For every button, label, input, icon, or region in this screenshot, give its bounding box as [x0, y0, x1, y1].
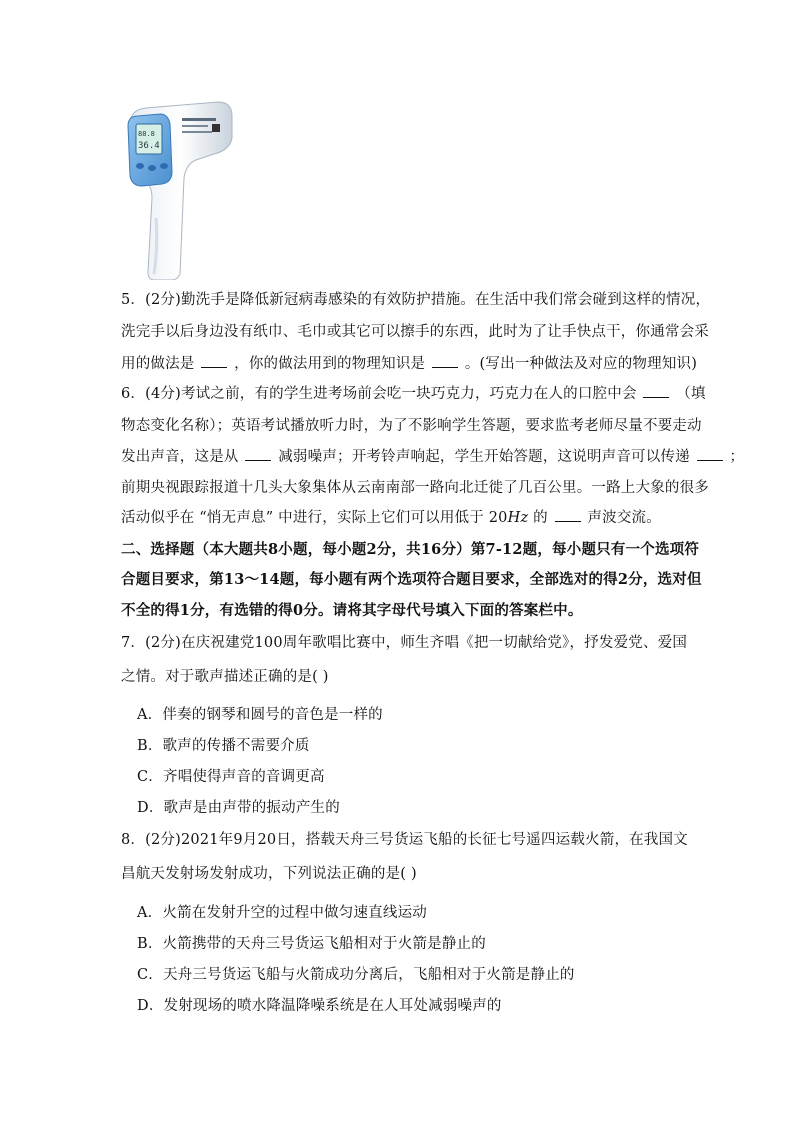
q6-blank-2[interactable] [245, 448, 271, 461]
q6-blank-1[interactable] [643, 385, 669, 398]
q6-text-a: 6．(4分)考试之前，有的学生进考场前会吃一块巧克力，巧克力在人的口腔中会 [121, 386, 637, 402]
q5-line-1: 5．(2分)勤洗手是降低新冠病毒感染的有效防护措施。在生活中我们常会碰到这样的情况， [121, 292, 711, 308]
q6-line-1 [121, 384, 706, 404]
section2-line-2: 合题目要求，第13～14题，每小题有两个选项符合题目要求，全部选对的得2分，选对但 [121, 571, 702, 588]
q8-line-1: 8．(2分)2021年9月20日，搭载天舟三号货运飞船的长征七号遥四运载火箭，在我国文 [121, 832, 688, 848]
q8-option-b[interactable]: B．火箭携带的天舟三号货运飞船相对于火箭是静止的 [137, 936, 486, 952]
q7-option-b[interactable]: B．歌声的传播不需要介质 [137, 738, 310, 754]
q6-text-c: 发出声音，这是从 [121, 449, 239, 465]
q5-blank-1[interactable] [201, 355, 227, 368]
q5-text-b: ，你的做法用到的物理知识是 [234, 356, 426, 372]
q7-option-a[interactable]: A．伴奏的钢琴和圆号的音色是一样的 [137, 707, 383, 723]
q6-line-5 [121, 508, 681, 528]
q8-option-a[interactable]: A．火箭在发射升空的过程中做匀速直线运动 [137, 905, 427, 921]
q7-option-c[interactable]: C．齐唱使得声音的音调更高 [137, 769, 325, 785]
q6-text-h: 声波交流。 [587, 510, 661, 526]
q8-option-d[interactable]: D．发射现场的喷水降温降噪系统是在人耳处减弱噪声的 [137, 998, 502, 1014]
q6-unit-hz: Hz [507, 510, 529, 526]
q6-text-g: 的 [528, 510, 548, 526]
q6-blank-3[interactable] [697, 448, 723, 461]
q8-option-c[interactable]: C．天舟三号货运飞船与火箭成功分离后，飞船相对于火箭是静止的 [137, 967, 575, 983]
q5-text-c: 。(写出一种做法及对应的物理知识) [464, 356, 698, 372]
q6-text-f: 活动似乎在 “悄无声息” 中进行，实际上它们可以用低于 20 [121, 510, 508, 526]
q7-line-2: 之情。对于歌声描述正确的是( ) [121, 669, 329, 685]
q6-line-4: 前期央视跟踪报道十几头大象集体从云南南部一路向北迁徙了几百公里。一路上大象的很多 [121, 480, 709, 496]
q5-line-2: 洗完手以后身边没有纸巾、毛巾或其它可以擦手的东西，此时为了让手快点干，你通常会采 [121, 324, 709, 340]
q5-blank-2[interactable] [432, 355, 458, 368]
q7-option-d[interactable]: D．歌声是由声带的振动产生的 [137, 800, 340, 816]
q6-blank-4[interactable] [555, 509, 581, 522]
section2-line-1: 二、选择题（本大题共8小题，每小题2分，共16分）第7-12题，每小题只有一个选项符 [121, 541, 700, 558]
svg-text:88.8: 88.8 [138, 130, 155, 138]
q6-text-e: ； [729, 449, 745, 465]
thermometer-reading: 36.4 [138, 141, 160, 151]
infrared-thermometer-icon [126, 98, 236, 280]
section2-line-3: 不全的得1分，有选错的得0分。请将其字母代号填入下面的答案栏中。 [121, 602, 583, 619]
q5-line-3 [121, 354, 698, 374]
q7-line-1: 7．(2分)在庆祝建党100周年歌唱比赛中，师生齐唱《把一切献给党》，抒发爱党、爱国 [121, 635, 688, 651]
q8-line-2: 昌航天发射场发射成功，下列说法正确的是( ) [121, 866, 417, 882]
q6-line-3 [121, 447, 745, 467]
q6-text-b: （填 [676, 386, 706, 402]
q6-line-2: 物态变化名称）；英语考试播放听力时，为了不影响学生答题，要求监考老师尽量不要走动 [121, 418, 702, 434]
q5-text-a: 用的做法是 [121, 356, 195, 372]
q6-text-d: 减弱噪声；开考铃声响起，学生开始答题，这说明声音可以传递 [278, 449, 690, 465]
